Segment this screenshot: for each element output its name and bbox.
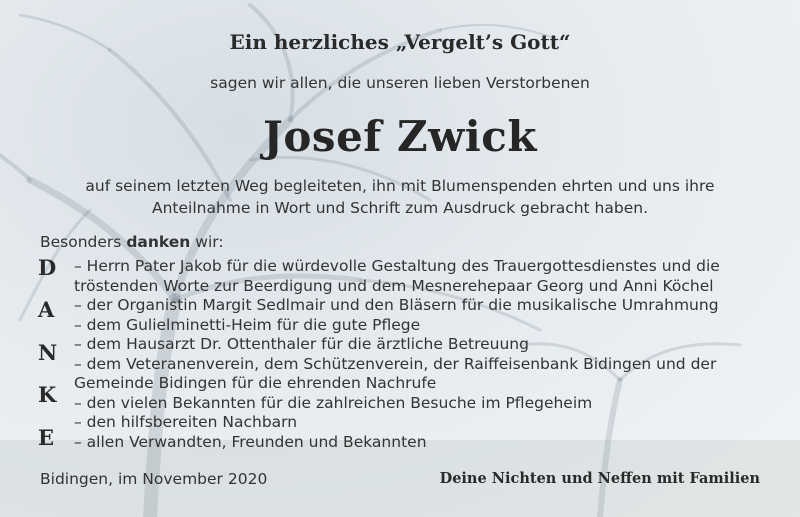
place-date: Bidingen, im November 2020 <box>40 470 268 488</box>
danke-letter: E <box>38 425 55 450</box>
thanks-intro-suffix: wir: <box>190 233 224 251</box>
intro-line: auf seinem letzten Weg begleiteten, ihn mit Blumenspenden ehrten und uns ihre <box>85 177 715 195</box>
danke-letter: A <box>38 297 55 322</box>
thanks-line: – den hilfsbereiten Nachbarn <box>74 413 298 431</box>
danke-letter: K <box>38 382 57 407</box>
thanks-line: – der Organistin Margit Sedlmair und den Bläsern für die musikalische Umrahmung <box>74 296 719 314</box>
danke-letter: N <box>38 340 58 365</box>
intro-text <box>0 175 800 219</box>
thanks-intro-prefix: Besonders <box>40 233 127 251</box>
signature: Deine Nichten und Neffen mit Familien <box>439 470 760 487</box>
thanks-intro <box>40 233 224 251</box>
danke-letter: D <box>38 255 57 280</box>
thanks-line: – allen Verwandten, Freunden und Bekannten <box>74 432 427 451</box>
thanks-line: – den vielen Bekannten für die zahlreichen Besuche im Pflegeheim <box>74 393 593 412</box>
thanks-line: – dem Veteranenverein, dem Schützenverein, der Raiffeisenbank Bidingen und der <box>74 354 717 373</box>
thanks-intro-bold: danken <box>126 233 191 251</box>
thanks-line: – Herrn Pater Jakob für die würdevolle Gestaltung des Trauergottesdienstes und die <box>74 257 720 275</box>
thanks-line: – dem Gulielminetti-Heim für die gute Pflege <box>74 315 421 334</box>
heading: Ein herzliches „Vergelt’s Gott“ <box>229 30 571 54</box>
thanks-list <box>74 257 774 452</box>
intro-line: Anteilnahme in Wort und Schrift zum Ausdruck gebracht haben. <box>152 199 648 217</box>
subheading: sagen wir allen, die unseren lieben Verstorbenen <box>210 74 590 92</box>
thanks-line: – dem Hausarzt Dr. Ottenthaler für die ärztliche Betreuung <box>74 335 529 353</box>
deceased-name: Josef Zwick <box>263 112 537 161</box>
thanks-line: tröstenden Worte zur Beerdigung und dem Mesnerehepaar Georg und Anni Köchel <box>74 276 714 295</box>
thanks-line: Gemeinde Bidingen für die ehrenden Nachrufe <box>74 374 437 392</box>
